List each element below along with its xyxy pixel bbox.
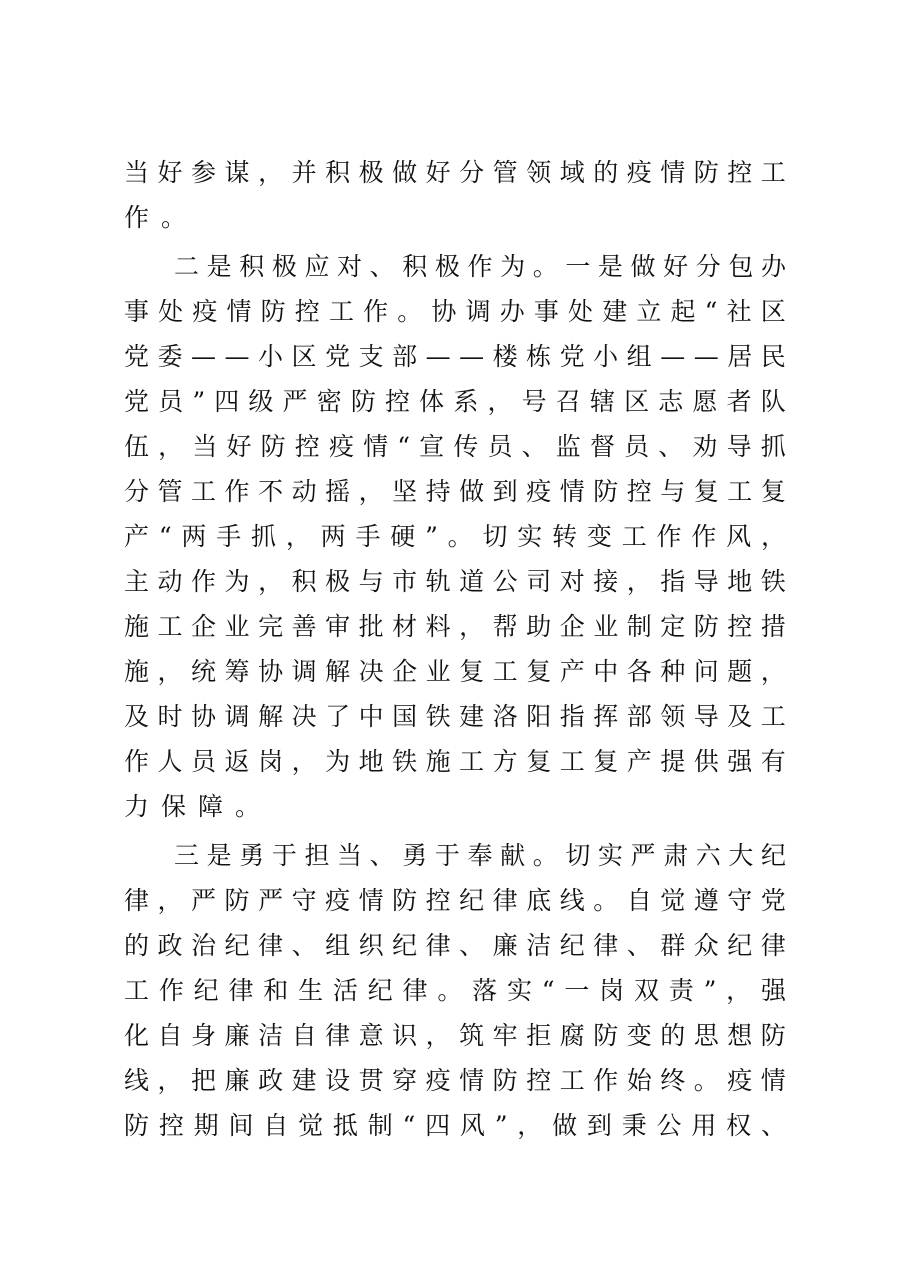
text-line: 力保障。 (124, 792, 273, 821)
text-line: 工 作 纪 律 和 生 活 纪 律 。 落 实 “ 一 岗 双 责 ” ， 强 (124, 976, 786, 1005)
text-line: 当 好 参 谋 ， 并 积 极 做 好 分 管 领 域 的 疫 情 防 控 工 (124, 158, 786, 187)
text-line: 产 “ 两 手 抓 ， 两 手 硬 ” 。 切 实 转 变 工 作 作 风 ， (124, 522, 786, 551)
text-line: 防 控 期 间 自 觉 抵 制 “ 四 风 ” ， 做 到 秉 公 用 权 、 (124, 1111, 786, 1140)
text-line: 事 处 疫 情 防 控 工 作 。 协 调 办 事 处 建 立 起 “ 社 区 (124, 297, 786, 326)
paragraph-2 (124, 244, 786, 829)
text-line: 作 人 员 返 岗 ， 为 地 铁 施 工 方 复 工 复 产 提 供 强 有 (124, 747, 786, 776)
text-line: 二 是 积 极 应 对 、 积 极 作 为 。 一 是 做 好 分 包 办 (174, 252, 786, 281)
text-line: 三 是 勇 于 担 当 、 勇 于 奉 献 。 切 实 严 肃 六 大 纪 (174, 841, 786, 870)
text-line: 的 政 治 纪 律 、 组 织 纪 律 、 廉 洁 纪 律 、 群 众 纪 律 (124, 931, 786, 960)
text-line: 伍 ， 当 好 防 控 疫 情 “ 宣 传 员 、 监 督 员 、 劝 导 抓 (124, 432, 786, 461)
text-line: 及 时 协 调 解 决 了 中 国 铁 建 洛 阳 指 挥 部 领 导 及 工 (124, 702, 786, 731)
text-line: 施 工 企 业 完 善 审 批 材 料 ， 帮 助 企 业 制 定 防 控 措 (124, 612, 786, 641)
text-line: 化 自 身 廉 洁 自 律 意 识 ， 筑 牢 拒 腐 防 变 的 思 想 防 (124, 1021, 786, 1050)
text-line: 线 ， 把 廉 政 建 设 贯 穿 疫 情 防 控 工 作 始 终 。 疫 情 (124, 1066, 786, 1095)
text-line: 党 委 — — 小 区 党 支 部 — — 楼 栋 党 小 组 — — 居 民 (124, 342, 786, 371)
text-line: 律 ， 严 防 严 守 疫 情 防 控 纪 律 底 线 。 自 觉 遵 守 党 (124, 886, 786, 915)
paragraph-3 (124, 833, 786, 1148)
text-line: 主 动 作 为 ， 积 极 与 市 轨 道 公 司 对 接 ， 指 导 地 铁 (124, 567, 786, 596)
text-line: 作。 (124, 203, 199, 232)
text-line: 党 员 ” 四 级 严 密 防 控 体 系 ， 号 召 辖 区 志 愿 者 队 (124, 387, 786, 416)
text-line: 分 管 工 作 不 动 摇 ， 坚 持 做 到 疫 情 防 控 与 复 工 复 (124, 477, 786, 506)
document-body (124, 150, 786, 1148)
text-line: 施 ， 统 筹 协 调 解 决 企 业 复 工 复 产 中 各 种 问 题 ， (124, 657, 786, 686)
paragraph-1 (124, 150, 786, 240)
